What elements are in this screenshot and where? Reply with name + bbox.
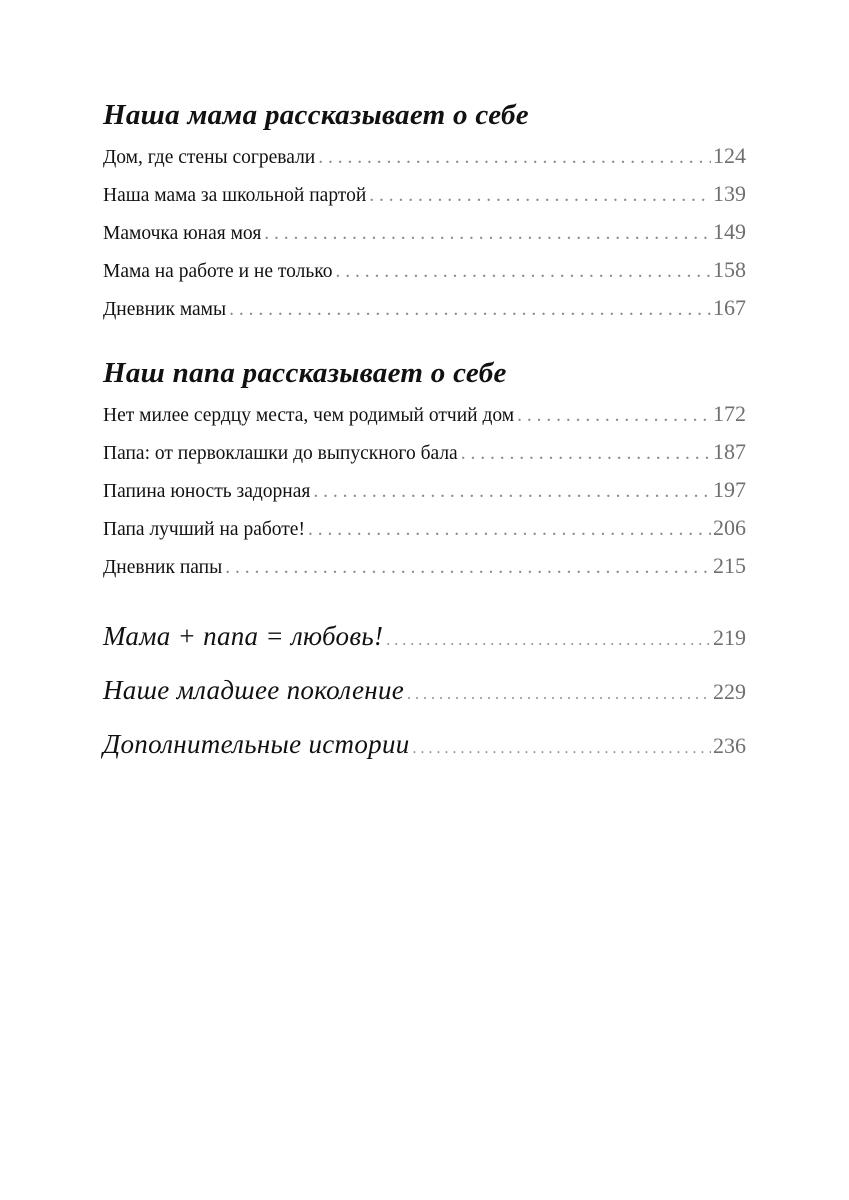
dot-leader (310, 473, 711, 511)
toc-entry[interactable] (103, 395, 746, 433)
toc-section-mother (103, 95, 746, 327)
toc-entry-page: 172 (713, 401, 746, 426)
dot-leader (383, 614, 711, 668)
toc-entry-title: Мамочка юная моя (103, 223, 262, 244)
dot-leader (261, 215, 711, 253)
dot-leader (410, 722, 711, 776)
toc-entry-title: Дом, где стены согревали (103, 147, 316, 168)
toc-entry[interactable] (103, 175, 746, 213)
toc-entry-page: 158 (713, 257, 746, 282)
toc-entry-title: Наше младшее поколение (103, 675, 405, 705)
toc-entry-page: 229 (713, 679, 746, 704)
toc-entry[interactable] (103, 547, 746, 585)
toc-entry-title: Папа: от первоклашки до выпускного бала (103, 443, 458, 464)
toc-standalone-entry[interactable] (103, 663, 746, 717)
toc-entry-page: 149 (713, 219, 746, 244)
toc-entry[interactable] (103, 289, 746, 327)
toc-entry-page: 124 (713, 143, 746, 168)
dot-leader (458, 435, 711, 473)
toc-entry-title: Нет милее сердцу места, чем родимый отчий дом (103, 405, 515, 426)
dot-leader (226, 291, 711, 329)
toc-entry-title: Мама + папа = любовь! (103, 621, 384, 651)
toc-standalone-entries (103, 609, 746, 771)
toc-entry-page: 236 (713, 733, 746, 758)
dot-leader (222, 549, 711, 587)
section-heading: Наш папа рассказывает о себе (103, 357, 507, 389)
toc-entry-page: 219 (713, 625, 746, 650)
toc-list (103, 137, 746, 327)
dot-leader (404, 668, 711, 722)
toc-entry[interactable] (103, 509, 746, 547)
toc-entry-title: Дополнительные истории (103, 729, 410, 759)
toc-entry-title: Дневник папы (103, 557, 223, 578)
dot-leader (305, 511, 711, 549)
dot-leader (315, 139, 711, 177)
toc-entry-title: Дневник мамы (103, 299, 227, 320)
toc-entry[interactable] (103, 471, 746, 509)
toc-entry[interactable] (103, 213, 746, 251)
toc-entry-title: Наша мама за школьной партой (103, 185, 367, 206)
toc-entry-page: 187 (713, 439, 746, 464)
toc-entry-title: Папина юность задорная (103, 481, 311, 502)
toc-entry-page: 215 (713, 553, 746, 578)
toc-standalone-entry[interactable] (103, 717, 746, 771)
dot-leader (514, 397, 711, 435)
toc-entry[interactable] (103, 433, 746, 471)
toc-entry-page: 167 (713, 295, 746, 320)
toc-entry-page: 206 (713, 515, 746, 540)
toc-entry[interactable] (103, 137, 746, 175)
toc-standalone-entry[interactable] (103, 609, 746, 663)
toc-entry-title: Папа лучший на работе! (103, 519, 305, 540)
table-of-contents (103, 95, 746, 771)
dot-leader (332, 253, 711, 291)
section-heading: Наша мама рассказывает о себе (103, 99, 529, 131)
toc-entry-page: 197 (713, 477, 746, 502)
toc-list (103, 395, 746, 585)
toc-section-father (103, 353, 746, 585)
dot-leader (366, 177, 711, 215)
toc-entry-title: Мама на работе и не только (103, 261, 333, 282)
toc-entry[interactable] (103, 251, 746, 289)
toc-entry-page: 139 (713, 181, 746, 206)
